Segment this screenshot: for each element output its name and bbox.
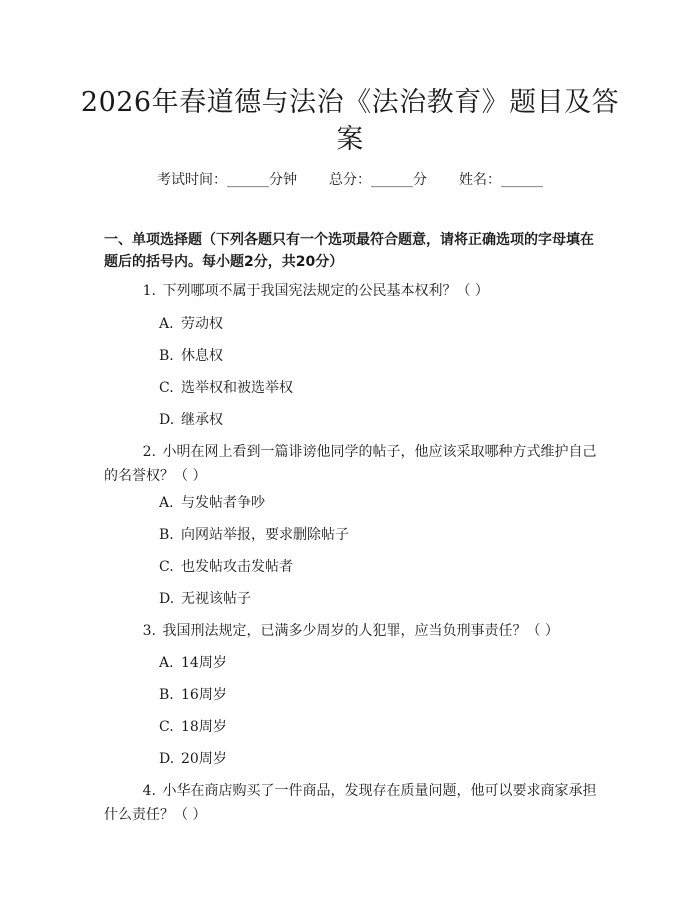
question-4 (104, 779, 604, 827)
option-letter: D. (159, 591, 175, 607)
option-text: 16周岁 (181, 687, 227, 703)
option-letter: C. (159, 559, 174, 575)
option-2c (159, 557, 293, 577)
question-2 (104, 440, 604, 488)
question-1 (104, 279, 604, 303)
option-letter: C. (159, 380, 174, 396)
option-text: 无视该帖子 (181, 591, 251, 607)
exam-meta (0, 169, 700, 189)
exam-time-field: 考试时间：______分钟 (157, 172, 297, 188)
option-1b (159, 346, 223, 366)
question-text: 我国刑法规定，已满多少周岁的人犯罪，应当负刑事责任？（ ） (162, 623, 559, 639)
question-number: 4. (142, 783, 156, 799)
option-letter: B. (159, 527, 174, 543)
option-text: 劳动权 (181, 316, 223, 332)
option-letter: B. (159, 348, 174, 364)
option-3b (159, 685, 227, 705)
question-text: 下列哪项不属于我国宪法规定的公民基本权利？（ ） (162, 283, 489, 299)
option-2d (159, 589, 251, 609)
question-text: 小明在网上看到一篇诽谤他同学的帖子，他应该采取哪种方式维护自己的名誉权？（ ） (104, 444, 597, 484)
option-letter: A. (159, 655, 174, 671)
total-score-field: 总分：______分 (329, 172, 427, 188)
option-letter: D. (159, 751, 175, 767)
question-number: 1. (142, 283, 156, 299)
option-text: 选举权和被选举权 (181, 380, 293, 396)
option-2a (159, 493, 265, 513)
option-letter: B. (159, 687, 174, 703)
option-2b (159, 525, 349, 545)
option-text: 继承权 (181, 412, 223, 428)
question-number: 2. (142, 444, 156, 460)
option-text: 与发帖者争吵 (181, 495, 265, 511)
question-text: 小华在商店购买了一件商品，发现存在质量问题，他可以要求商家承担什么责任？（ ） (104, 783, 597, 823)
option-text: 也发帖攻击发帖者 (181, 559, 293, 575)
option-letter: C. (159, 719, 174, 735)
question-3 (104, 619, 604, 643)
option-1a (159, 314, 223, 334)
option-text: 18周岁 (181, 719, 227, 735)
question-number: 3. (142, 623, 156, 639)
option-letter: A. (159, 316, 174, 332)
option-text: 14周岁 (181, 655, 227, 671)
option-letter: D. (159, 412, 175, 428)
option-3c (159, 717, 227, 737)
option-1c (159, 378, 293, 398)
option-text: 向网站举报，要求删除帖子 (181, 527, 349, 543)
option-letter: A. (159, 495, 174, 511)
document-title: 2026年春道德与法治《法治教育》题目及答案 (80, 87, 620, 155)
option-text: 休息权 (181, 348, 223, 364)
option-text: 20周岁 (181, 751, 227, 767)
section-heading: 一、单项选择题（下列各题只有一个选项最符合题意，请将正确选项的字母填在题后的括号内。每小题2分，共20分） (104, 232, 594, 270)
option-3d (159, 749, 227, 769)
option-3a (159, 653, 227, 673)
name-field: 姓名：______ (459, 172, 543, 188)
option-1d (159, 410, 223, 430)
